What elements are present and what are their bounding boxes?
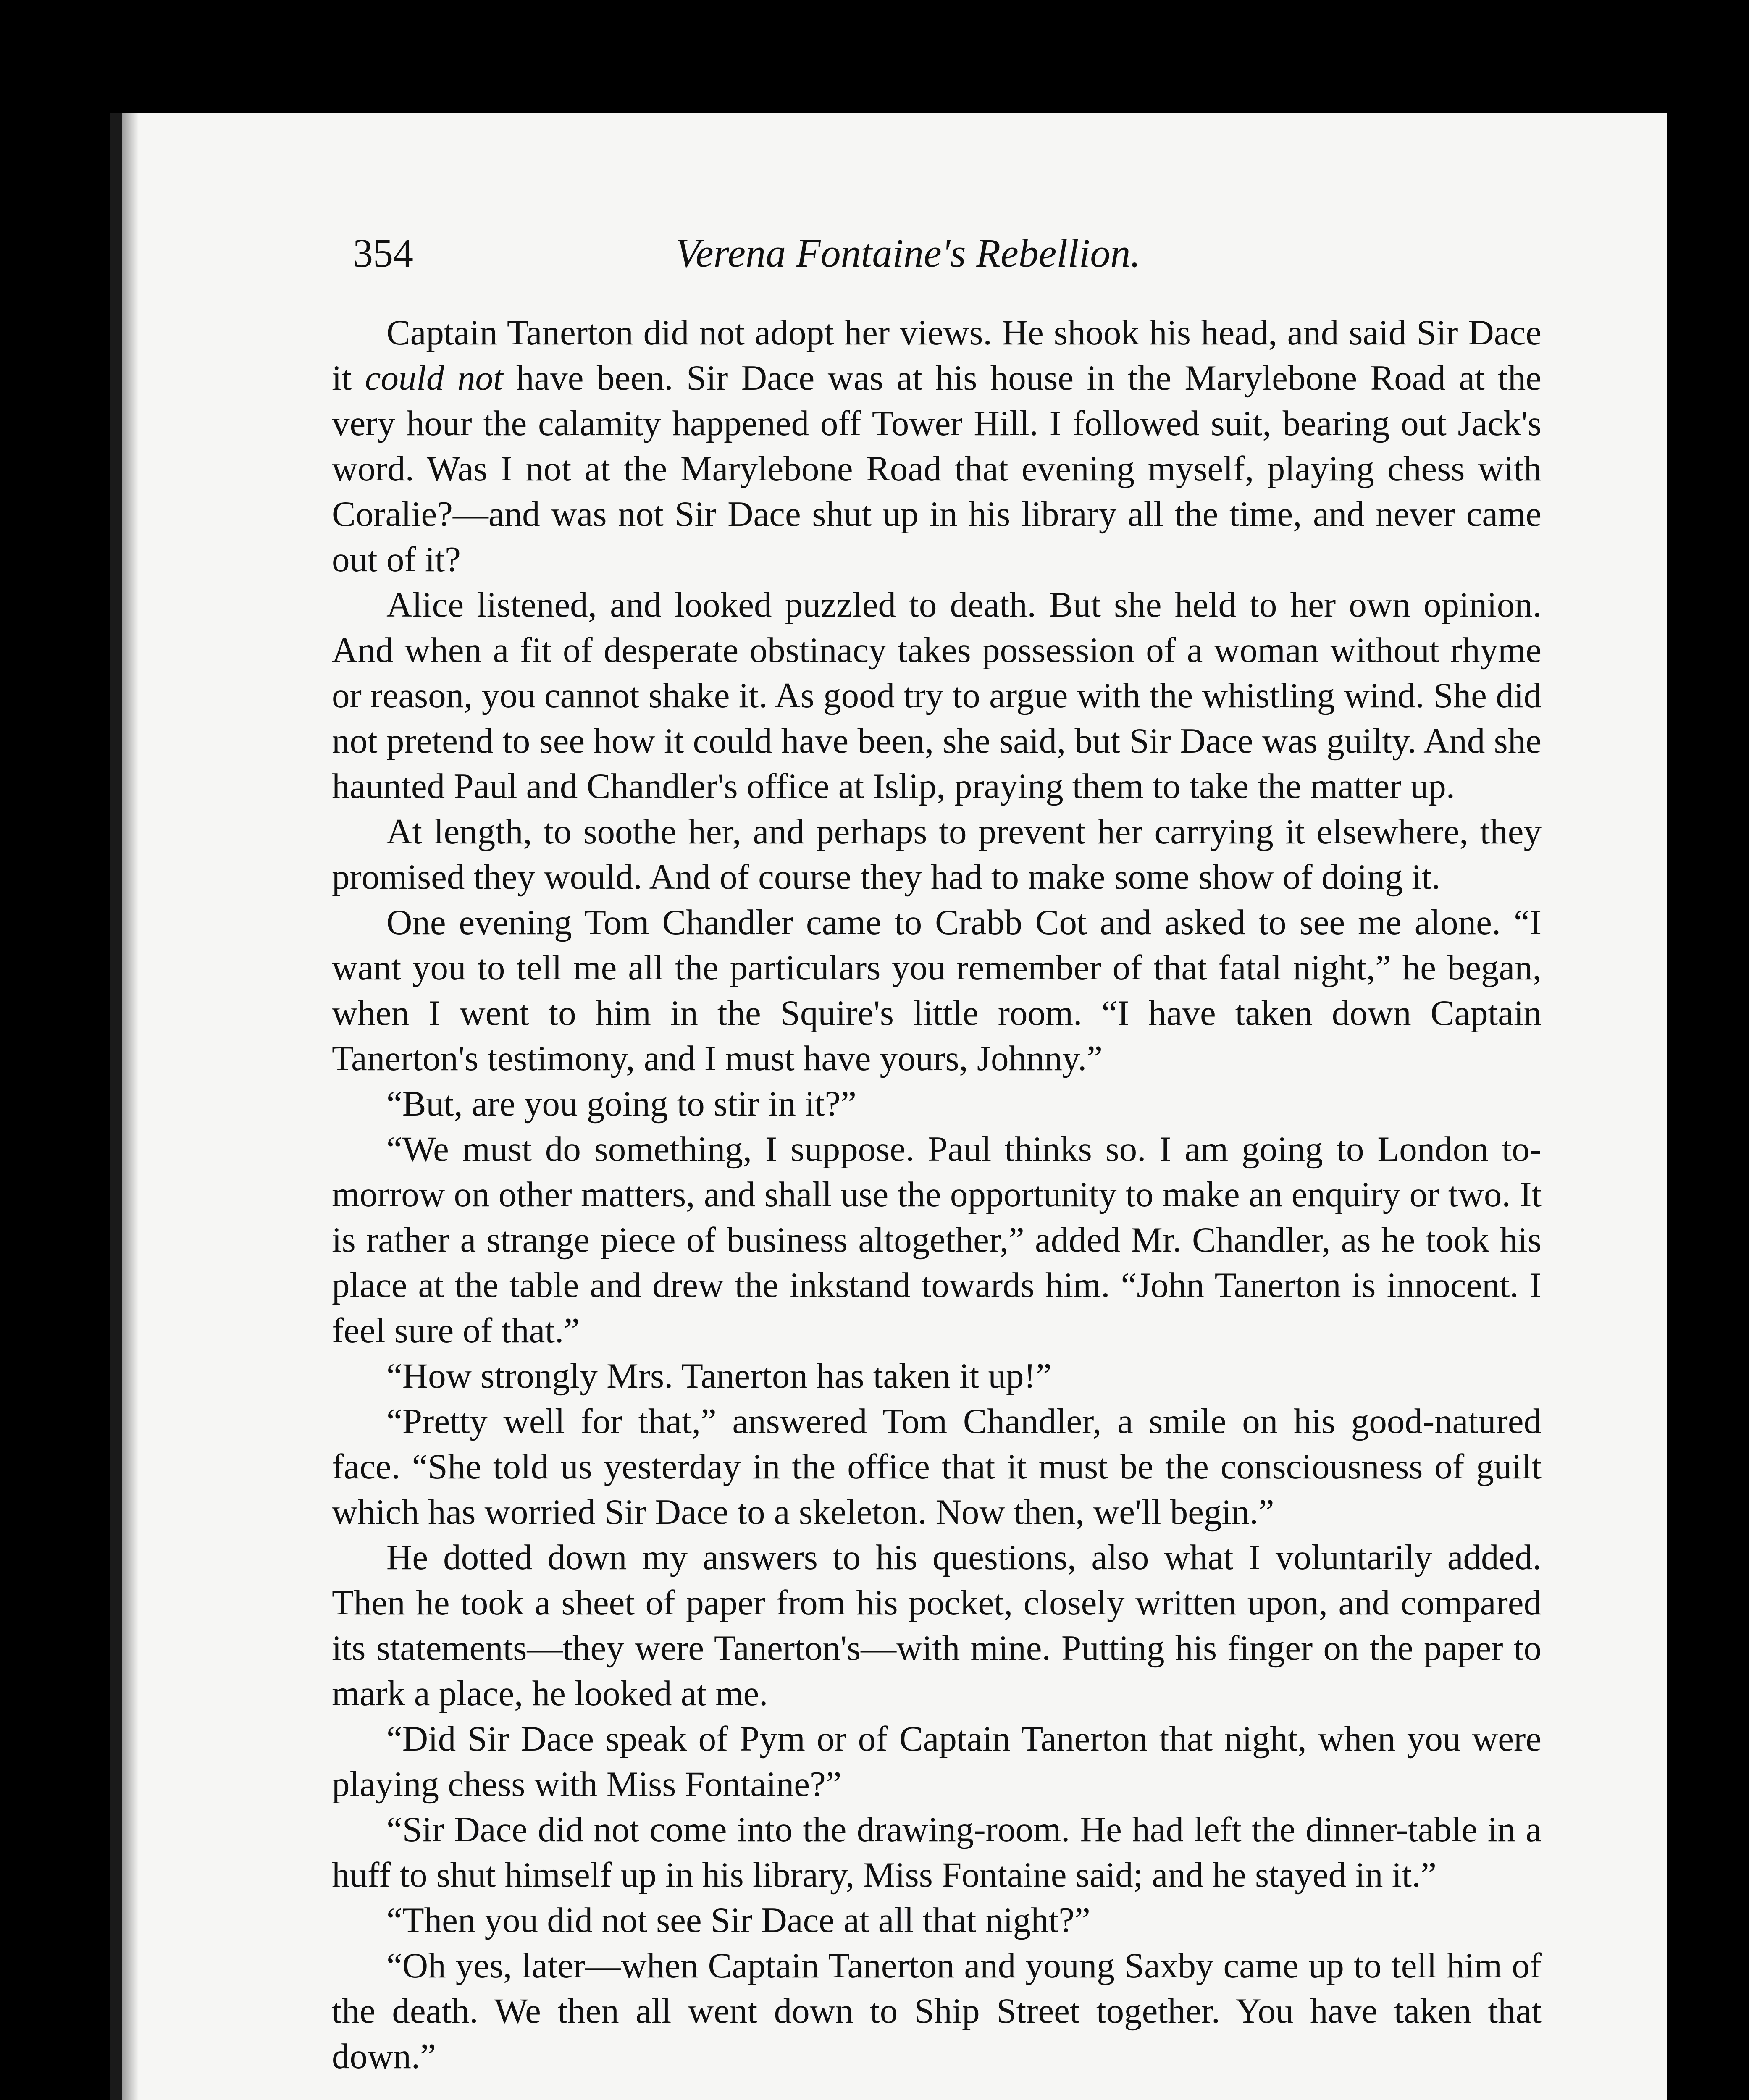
paragraph: “We must do something, I suppose. Paul thinks so. I am going to London to-morrow on other matters, and shall use the opportunity to make an enquiry or two. It is rather a strange piece of business altogether,” added Mr. Chandler, as he took his place at the table and drew the inkstand towards him. “John Tanerton is innocent. I feel sure of that.” [332, 1129, 1542, 1350]
body-text [332, 310, 1542, 2079]
paragraph: Captain Tanerton did not adopt her views. He shook his head, and said Sir Dace it could not have been. Sir Dace was at his house in the Marylebone Road at the very hour the calamity happened off Tower Hill. I followed suit, bearing out Jack's word. Was I not at the Marylebone Road that evening myself, playing chess with Coralie?—and was not Sir Dace shut up in his library all the time, and never came out of it? [332, 313, 1542, 579]
paragraph: “But, are you going to stir in it?” [386, 1084, 856, 1124]
running-title: Verena Fontaine's Rebellion. [675, 231, 1141, 276]
gutter-shadow [122, 113, 139, 2100]
paragraph: One evening Tom Chandler came to Crabb Cot and asked to see me alone. “I want you to tell me all the particulars you remember of that fatal night,” he began, when I went to him in the Squire's little room. “I have taken down Captain Tanerton's testimony, and I must have yours, Johnny.” [332, 903, 1542, 1078]
right-page-edge [1667, 113, 1749, 2100]
paragraph: “Sir Dace did not come into the drawing-room. He had left the dinner-table in a huff to shut himself up in his library, Miss Fontaine said; and he stayed in it.” [332, 1810, 1542, 1895]
paragraph: “How strongly Mrs. Tanerton has taken it up!” [386, 1356, 1052, 1396]
paragraph: Alice listened, and looked puzzled to death. But she held to her own opinion. And when a fit of desperate obstinacy takes possession of a woman without rhyme or reason, you cannot shake it. As good try to argue with the whistling wind. She did not pretend to see how it could have been, she said, but Sir Dace was guilty. And she haunted Paul and Chandler's office at Islip, praying them to take the matter up. [332, 585, 1542, 806]
paragraph: “Oh yes, later—when Captain Tanerton and young Saxby came up to tell him of the death. We then all went down to Ship Street together. You have taken that down.” [332, 1946, 1542, 2076]
paragraph: He dotted down my answers to his questions, also what I voluntarily added. Then he took a sheet of paper from his pocket, closely written upon, and compared its statements—they were Tanerton's—with mine. Putting his finger on the paper to mark a place, he looked at me. [332, 1538, 1542, 1713]
page-number: 354 [353, 231, 413, 276]
paragraph: “Did Sir Dace speak of Pym or of Captain Tanerton that night, when you were playing chess with Miss Fontaine?” [332, 1719, 1542, 1804]
paragraph: At length, to soothe her, and perhaps to prevent her carrying it elsewhere, they promised they would. And of course they had to make some show of doing it. [332, 812, 1542, 897]
paragraph: “Pretty well for that,” answered Tom Chandler, a smile on his good-natured face. “She told us yesterday in the office that it must be the consciousness of guilt which has worried Sir Dace to a skeleton. Now then, we'll begin.” [332, 1402, 1542, 1532]
paragraph: “Then you did not see Sir Dace at all that night?” [386, 1900, 1090, 1940]
